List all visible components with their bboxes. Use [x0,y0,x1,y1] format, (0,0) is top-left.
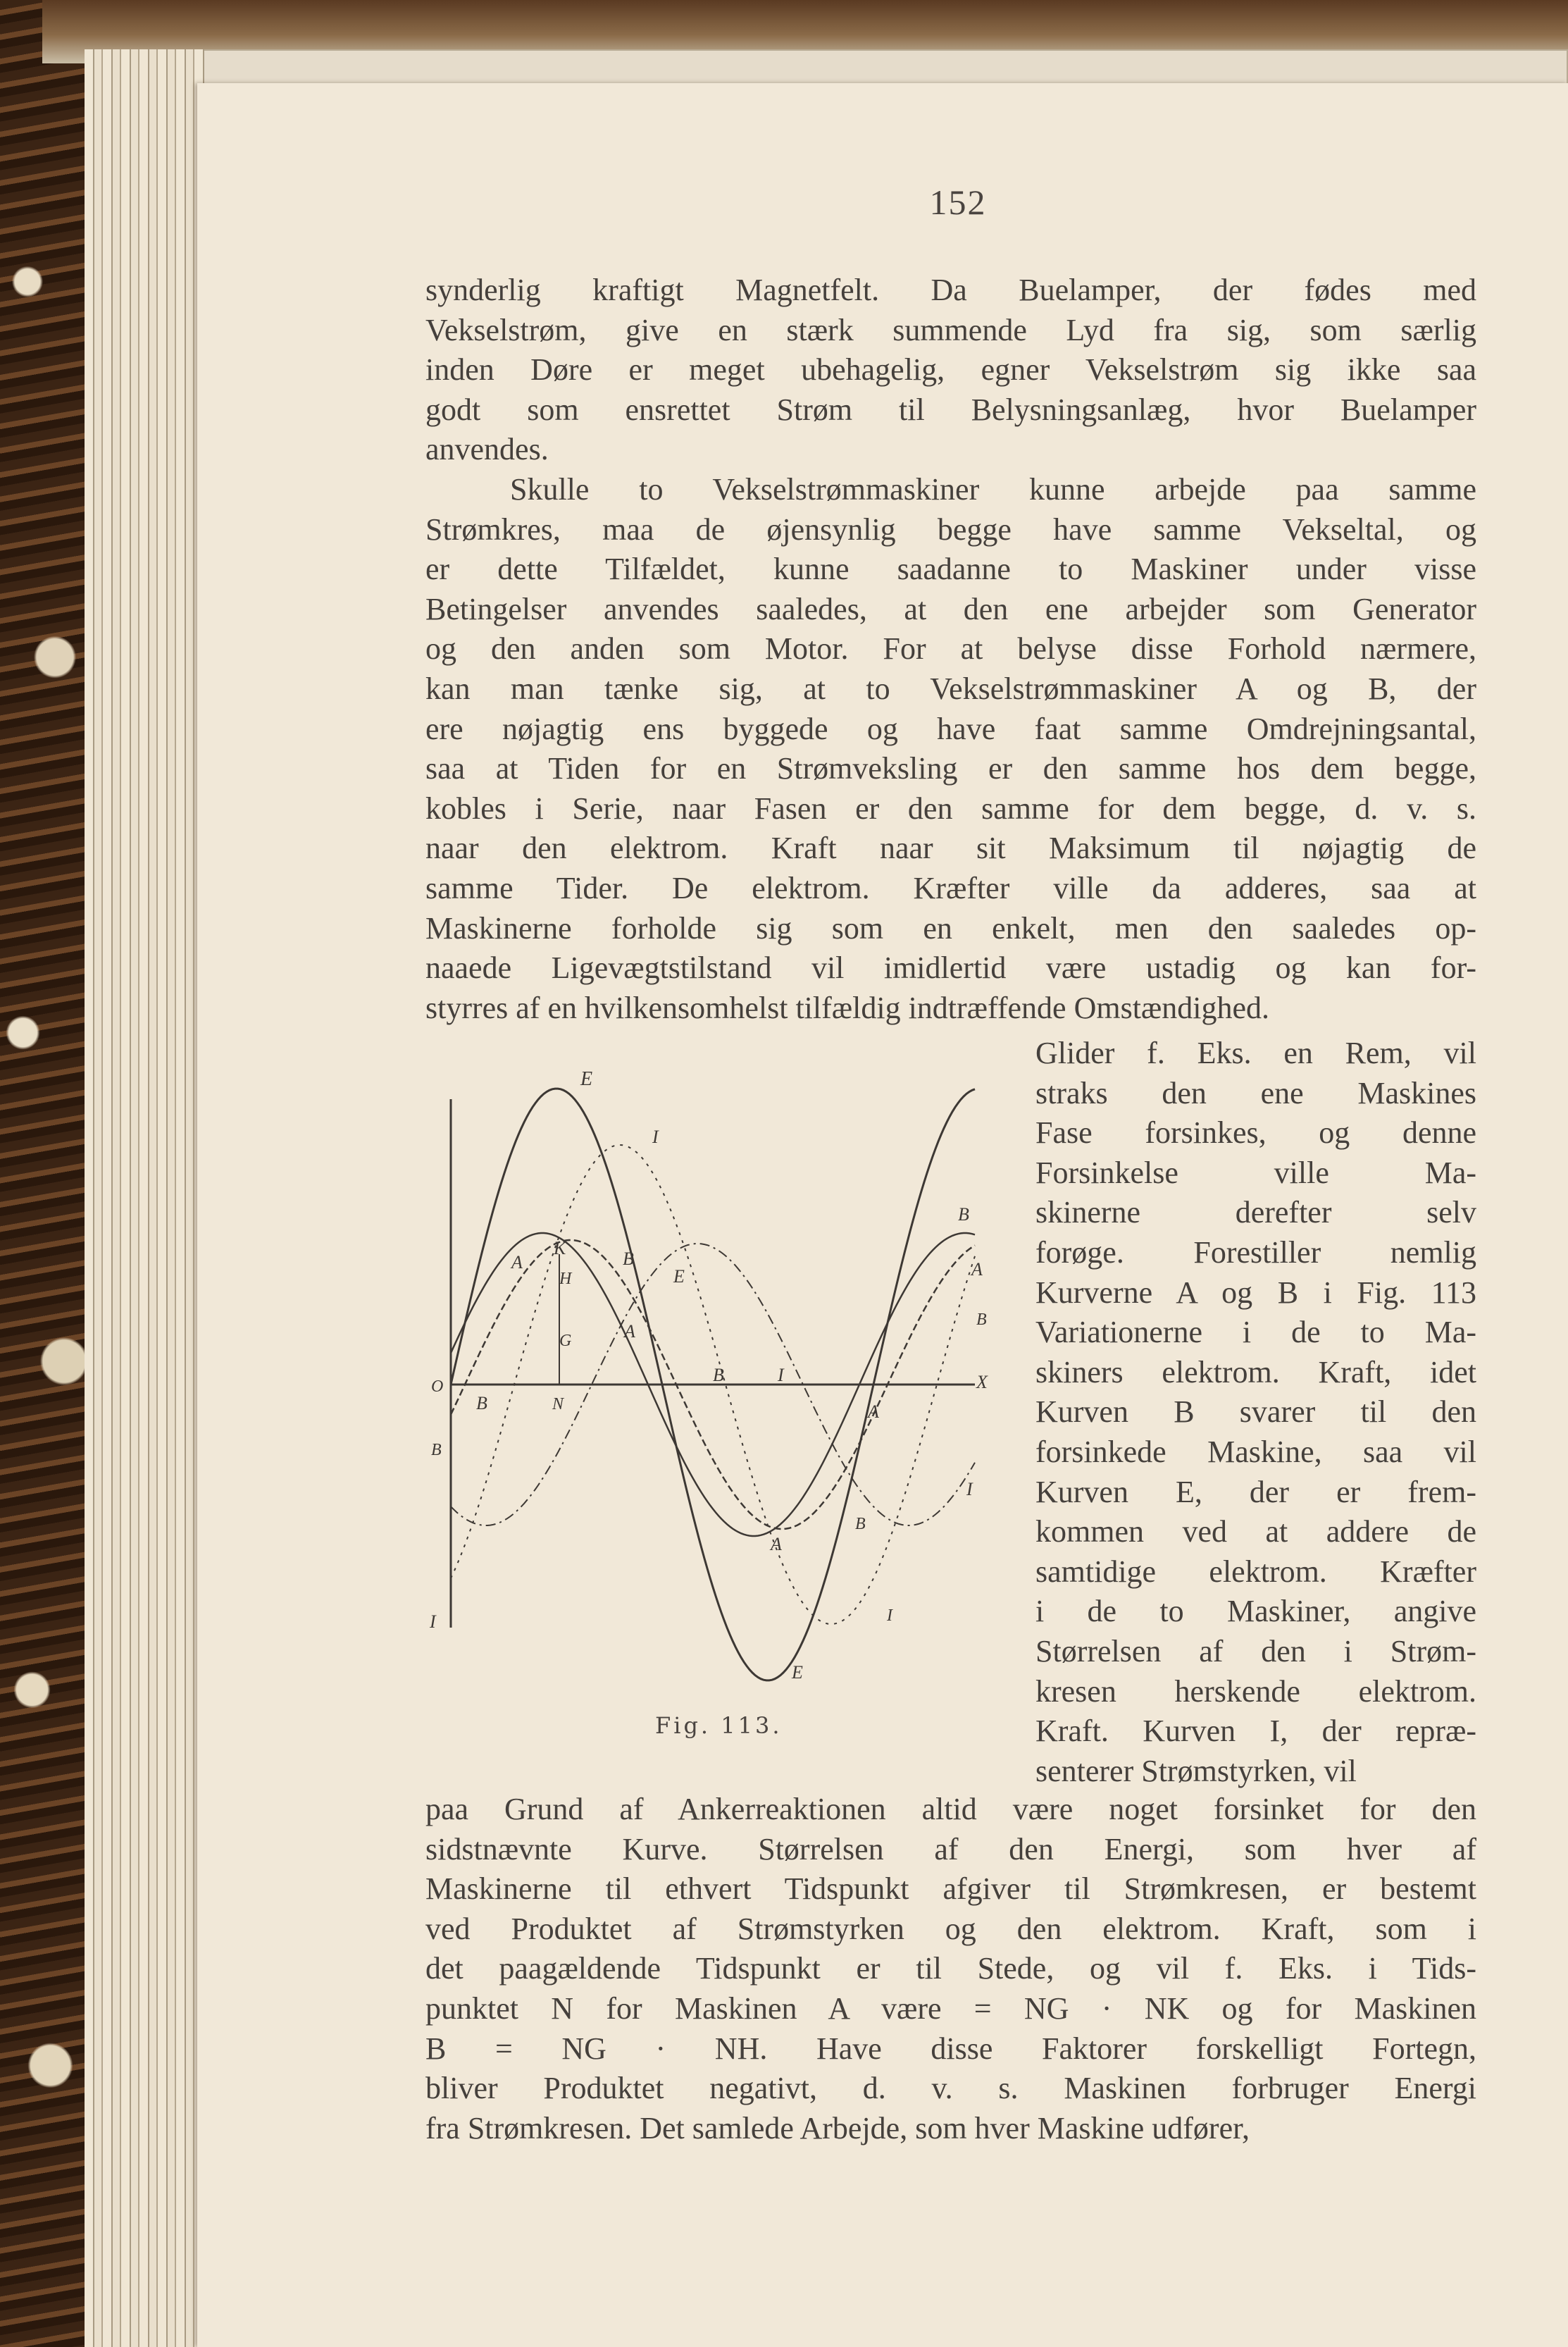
text-line: senterer Strømstyrken, vil [1035,1753,1357,1788]
text-line: fra Strømkresen. Det samlede Arbejde, som hver Maskine udfører, [425,2110,1250,2145]
text-line: Kurven E, der er frem- [1035,1474,1476,1509]
text-line: straks den ene Maskines [1035,1075,1476,1110]
text-line: sidstnævnte Kurve. Størrelsen af den Energi, som hver af [425,1831,1476,1866]
text-line: Maskinerne forholde sig som en enkelt, men den saaledes op- [425,910,1476,946]
label-X: X [976,1372,988,1392]
label-E-mid: E [673,1266,685,1287]
label-G: G [559,1332,572,1350]
label-O: O [431,1377,444,1396]
text-line: kan man tænke sig, at to Vekselstrømmaskiner A og B, der [425,671,1476,706]
text-line: paa Grund af Ankerreaktionen altid være noget forsinket for den [425,1792,1476,1826]
text-line: samtidige elektrom. Kræfter [1035,1554,1476,1589]
text-line: styrres af en hvilkensomhelst tilfældig indtræffende Omstændighed. [425,990,1270,1025]
text-line: og den anden som Motor. For at belyse disse Forhold nærmere, [425,631,1476,667]
text-line: i de to Maskiner, angive [1035,1594,1476,1629]
label-A3: A [868,1401,879,1422]
label-B-low: B [431,1441,442,1459]
text-line: bliver Produktet negativt, d. v. s. Maskinen forbruger Energi [425,2071,1476,2106]
label-B1: B [623,1249,634,1269]
paragraph-figure-wrap [1035,1034,1476,1791]
text-line: naaede Ligevægtstilstand vil imidlertid være ustadig og kan for- [425,950,1476,986]
text-line: kresen herskende elektrom. [1035,1673,1476,1709]
label-A4: A [771,1534,782,1554]
label-I-right: I [966,1479,973,1499]
label-B-right2: B [976,1311,987,1329]
text-line: skinerne derefter selv [1035,1195,1476,1230]
text-line: ved Produktet af Strømstyrken og den elektrom. Kraft, som i [425,1911,1476,1946]
label-I-axis: I [778,1365,784,1385]
figure-caption: Fig. 113. [655,1712,783,1739]
text-line: Betingelser anvendes saaledes, at den ene arbejder som Generator [425,591,1476,626]
text-line: naar den elektrom. Kraft naar sit Maksimum til nøjagtig de [425,831,1476,866]
text-line: kommen ved at addere de [1035,1514,1476,1549]
text-line: skiners elektrom. Kraft, idet [1035,1354,1476,1389]
label-H: H [559,1270,572,1288]
label-B3: B [855,1515,866,1533]
label-E-top: E [580,1068,593,1090]
text-line: godt som ensrettet Strøm til Belysningsanlæg, hvor Buelamper [425,392,1476,427]
text-line: B = NG · NH. Have disse Faktorer forskelligt Fortegn, [425,2031,1476,2066]
text-line: saa at Tiden for en Strømveksling er den samme hos dem begge, [425,751,1476,786]
paragraph-top [425,271,1476,1028]
text-line: Vekselstrøm, give en stærk summende Lyd fra sig, som særlig [425,312,1476,347]
label-N: N [552,1395,564,1413]
text-line: Glider f. Eks. en Rem, vil [1035,1036,1476,1070]
text-line: Strømkres, maa de øjensynlig begge have samme Vekseltal, og [425,512,1476,547]
page-number: 152 [929,182,987,222]
book-marbled-edge [0,0,92,2347]
label-K: K [554,1238,566,1258]
label-A2: A [624,1321,635,1342]
label-B-right: B [958,1204,969,1225]
text-line: Skulle to Vekselstrømmaskiner kunne arbejde paa samme [510,471,1476,507]
paragraph-bottom [425,1790,1476,2148]
text-line: synderlig kraftigt Magnetfelt. Da Buelamper, der fødes med [425,273,1476,307]
text-line: Forsinkelse ville Ma- [1035,1155,1476,1190]
text-line: forøge. Forestiller nemlig [1035,1234,1476,1270]
text-line: inden Døre er meget ubehagelig, egner Vekselstrøm sig ikke saa [425,352,1476,388]
label-E-bottom: E [792,1662,803,1683]
text-line: Variationerne i de to Ma- [1035,1315,1476,1350]
text-line: Kurverne A og B i Fig. 113 [1035,1275,1476,1310]
label-B-axis: B [713,1365,724,1385]
text-line: Fase forsinkes, og denne [1035,1115,1476,1151]
figure-113-sine-curves [425,1064,1017,1683]
label-I-low: I [887,1606,892,1625]
label-I-top: I [652,1127,659,1147]
text-line: Maskinerne til ethvert Tidspunkt afgiver til Strømkresen, er bestemt [425,1871,1476,1907]
label-A-right: A [971,1259,983,1280]
text-line: er dette Tilfældet, kunne saadanne to Maskiner under visse [425,552,1476,587]
label-A1: A [511,1252,523,1272]
text-line: Kurven B svarer til den [1035,1394,1476,1430]
label-I-left: I [430,1611,436,1632]
text-line: anvendes. [425,432,549,467]
text-line: ere nøjagtig ens byggede og have faat samme Omdrejningsantal, [425,711,1476,746]
text-line: Størrelsen af den i Strøm- [1035,1633,1476,1668]
text-line: Kraft. Kurven I, der repræ- [1035,1714,1476,1749]
text-line: samme Tider. De elektrom. Kræfter ville da adderes, saa at [425,870,1476,905]
label-B-left: B [476,1393,487,1413]
text-line: forsinkede Maskine, saa vil [1035,1434,1476,1469]
text-line: det paagældende Tidspunkt er til Stede, og vil f. Eks. i Tids- [425,1951,1476,1986]
text-line: punktet N for Maskinen A være = NG · NK og for Maskinen [425,1990,1476,2026]
text-line: kobles i Serie, naar Fasen er den samme for dem begge, d. v. s. [425,791,1476,826]
